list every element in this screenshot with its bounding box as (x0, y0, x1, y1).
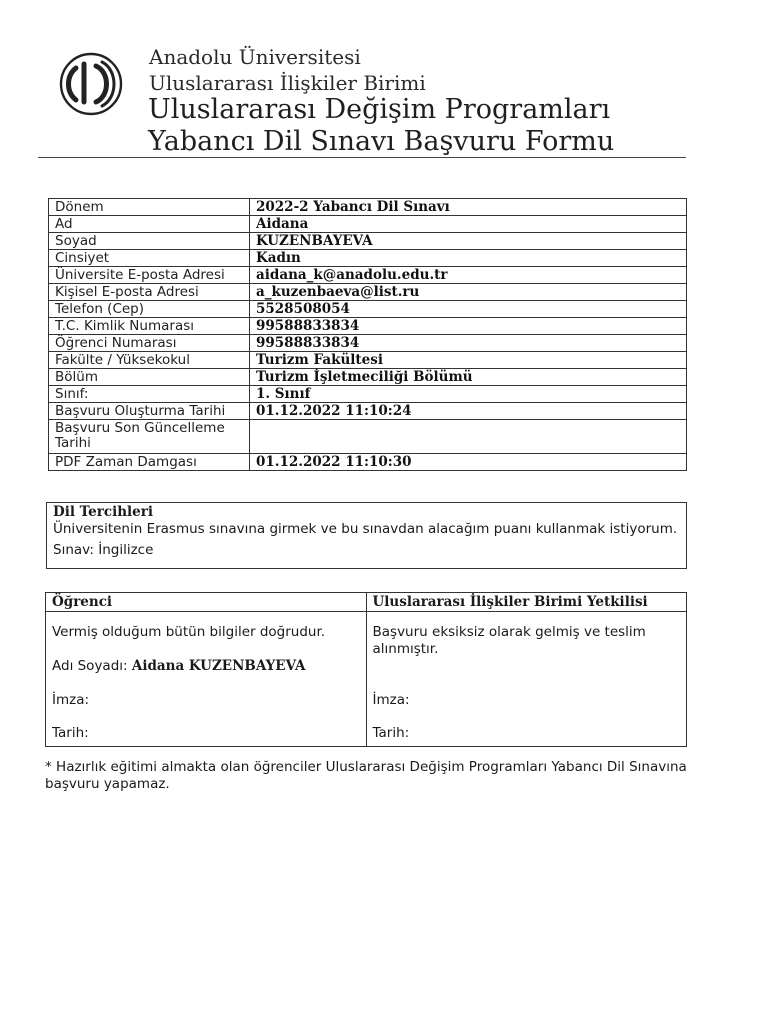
field-value: Turizm Fakültesi (250, 352, 687, 369)
field-value: 99588833834 (250, 318, 687, 335)
table-row (49, 420, 687, 454)
language-statement: Üniversitenin Erasmus sınavına girmek ve bu sınavdan alacağım puanı kullanmak istiyorum. (53, 521, 678, 537)
student-column-header: Öğrenci (46, 593, 367, 612)
field-label: Üniversite E-posta Adresi (49, 267, 250, 284)
table-row (49, 369, 687, 386)
student-signature-label: İmza: (52, 692, 90, 708)
officer-column-header: Uluslararası İlişkiler Birimi Yetkilisi (366, 593, 687, 612)
field-label: Cinsiyet (49, 250, 250, 267)
field-value: Turizm İşletmeciliği Bölümü (250, 369, 687, 386)
field-label: Fakülte / Yüksekokul (49, 352, 250, 369)
field-label: Kişisel E-posta Adresi (49, 284, 250, 301)
field-value: 01.12.2022 11:10:24 (250, 403, 687, 420)
student-name-line (52, 658, 360, 675)
table-row (49, 216, 687, 233)
language-preferences-title: Dil Tercihleri (53, 504, 153, 520)
officer-signature-label: İmza: (372, 692, 410, 708)
exam-language: Sınav: İngilizce (53, 542, 154, 558)
field-value: 99588833834 (250, 335, 687, 352)
field-value: 01.12.2022 11:10:30 (250, 454, 687, 471)
field-label: Bölüm (49, 369, 250, 386)
field-value: 5528508054 (250, 301, 687, 318)
field-label: Soyad (49, 233, 250, 250)
field-label: PDF Zaman Damgası (49, 454, 250, 471)
field-label: Dönem (49, 199, 250, 216)
form-title-line1: Uluslararası Değişim Programları (148, 94, 611, 125)
field-value: Kadın (250, 250, 687, 267)
field-label: Başvuru Oluşturma Tarihi (49, 403, 250, 420)
field-label: Telefon (Cep) (49, 301, 250, 318)
student-signature-cell (46, 612, 367, 747)
university-name: Anadolu Üniversitesi (149, 45, 361, 69)
student-name: Aidana KUZENBAYEVA (131, 658, 306, 674)
header-divider (38, 157, 686, 158)
table-row (49, 267, 687, 284)
field-label: Öğrenci Numarası (49, 335, 250, 352)
field-value: aidana_k@anadolu.edu.tr (250, 267, 687, 284)
student-date-label: Tarih: (52, 725, 89, 741)
table-row (49, 284, 687, 301)
field-label: Başvuru Son Güncelleme Tarihi (49, 420, 250, 454)
table-row (49, 233, 687, 250)
table-row (49, 199, 687, 216)
document-header (0, 0, 768, 170)
table-row (49, 250, 687, 267)
unit-name: Uluslararası İlişkiler Birimi (149, 71, 426, 95)
language-preferences-box (46, 502, 687, 569)
officer-statement: Başvuru eksiksiz olarak gelmiş ve teslim alınmıştır. (372, 624, 646, 657)
student-statement: Vermiş olduğum bütün bilgiler doğrudur. (52, 624, 326, 640)
applicant-info-table (48, 198, 687, 471)
university-logo-icon (54, 52, 128, 116)
field-label: Ad (49, 216, 250, 233)
field-value: Aidana (250, 216, 687, 233)
table-row (49, 403, 687, 420)
field-label: Sınıf: (49, 386, 250, 403)
table-row (49, 352, 687, 369)
field-value: 1. Sınıf (250, 386, 687, 403)
field-value (250, 420, 687, 454)
footnote: * Hazırlık eğitimi almakta olan öğrenciler Uluslararası Değişim Programları Yabancı Dil Sınavına başvuru yapamaz. (45, 759, 687, 792)
field-value: a_kuzenbaeva@list.ru (250, 284, 687, 301)
table-row (49, 301, 687, 318)
field-label: T.C. Kimlik Numarası (49, 318, 250, 335)
officer-date-label: Tarih: (372, 725, 410, 741)
table-row (49, 454, 687, 471)
field-value: 2022-2 Yabancı Dil Sınavı (250, 199, 687, 216)
table-row (49, 335, 687, 352)
table-row (49, 386, 687, 403)
name-label: Adı Soyadı: (52, 658, 128, 674)
form-title-line2: Yabancı Dil Sınavı Başvuru Formu (148, 126, 615, 157)
officer-signature-cell (366, 612, 687, 747)
field-value: KUZENBAYEVA (250, 233, 687, 250)
table-row (49, 318, 687, 335)
signature-table (45, 592, 687, 747)
